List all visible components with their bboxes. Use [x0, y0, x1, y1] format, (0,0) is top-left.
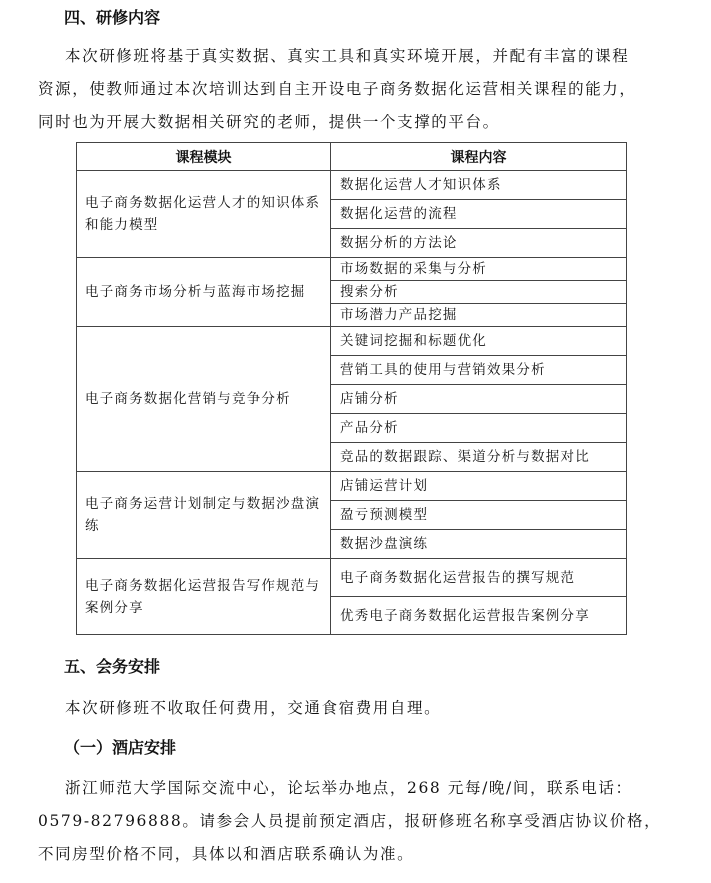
section-5-title: 五、会务安排	[64, 657, 161, 676]
content-cell: 营销工具的使用与营销效果分析	[331, 356, 627, 385]
table-row	[77, 171, 627, 200]
module-cell: 电子商务数据化运营人才的知识体系和能力模型	[77, 171, 331, 258]
content-cell: 关键词挖掘和标题优化	[331, 327, 627, 356]
content-cell: 市场数据的采集与分析	[331, 258, 627, 281]
header-content: 课程内容	[331, 143, 627, 171]
content-cell: 搜索分析	[331, 281, 627, 304]
intro-line: 同时也为开展大数据相关研究的老师，提供一个支撑的平台。	[38, 113, 500, 131]
content-cell: 店铺分析	[331, 385, 627, 414]
module-cell: 电子商务数据化营销与竞争分析	[77, 327, 331, 472]
content-cell: 数据化运营的流程	[331, 200, 627, 229]
content-cell: 数据沙盘演练	[331, 530, 627, 559]
table-row	[77, 258, 627, 281]
table-row	[77, 327, 627, 356]
hotel-paragraph	[38, 778, 688, 868]
module-cell: 电子商务运营计划制定与数据沙盘演练	[77, 472, 331, 559]
hotel-subtitle: （一）酒店安排	[64, 738, 177, 757]
content-cell: 电子商务数据化运营报告的撰写规范	[331, 559, 627, 597]
section-4-title: 四、研修内容	[64, 8, 161, 27]
course-table	[76, 142, 627, 635]
content-cell: 竞品的数据跟踪、渠道分析与数据对比	[331, 443, 627, 472]
content-cell: 盈亏预测模型	[331, 501, 627, 530]
hotel-line: 不同房型价格不同，具体以和酒店联系确认为准。	[38, 845, 415, 863]
table-header-row	[77, 143, 627, 171]
section-4-intro	[38, 46, 688, 136]
content-cell: 产品分析	[331, 414, 627, 443]
header-module: 课程模块	[77, 143, 331, 171]
intro-line: 资源，使教师通过本次培训达到自主开设电子商务数据化运营相关课程的能力，	[38, 80, 637, 98]
content-cell: 数据分析的方法论	[331, 229, 627, 258]
hotel-line: 0579-82796888。请参会人员提前预定酒店，报研修班名称享受酒店协议价格，	[38, 812, 662, 830]
content-cell: 市场潜力产品挖掘	[331, 304, 627, 327]
table-row	[77, 559, 627, 597]
content-cell: 优秀电子商务数据化运营报告案例分享	[331, 597, 627, 635]
section-5-text: 本次研修班不收取任何费用，交通食宿费用自理。	[65, 699, 442, 717]
content-cell: 店铺运营计划	[331, 472, 627, 501]
module-cell: 电子商务市场分析与蓝海市场挖掘	[77, 258, 331, 327]
hotel-line: 浙江师范大学国际交流中心，论坛举办地点，268 元每/晚/间，联系电话：	[65, 779, 633, 797]
module-cell: 电子商务数据化运营报告写作规范与案例分享	[77, 559, 331, 635]
content-cell: 数据化运营人才知识体系	[331, 171, 627, 200]
table-row	[77, 472, 627, 501]
intro-line: 本次研修班将基于真实数据、真实工具和真实环境开展，并配有丰富的课程	[65, 47, 630, 65]
